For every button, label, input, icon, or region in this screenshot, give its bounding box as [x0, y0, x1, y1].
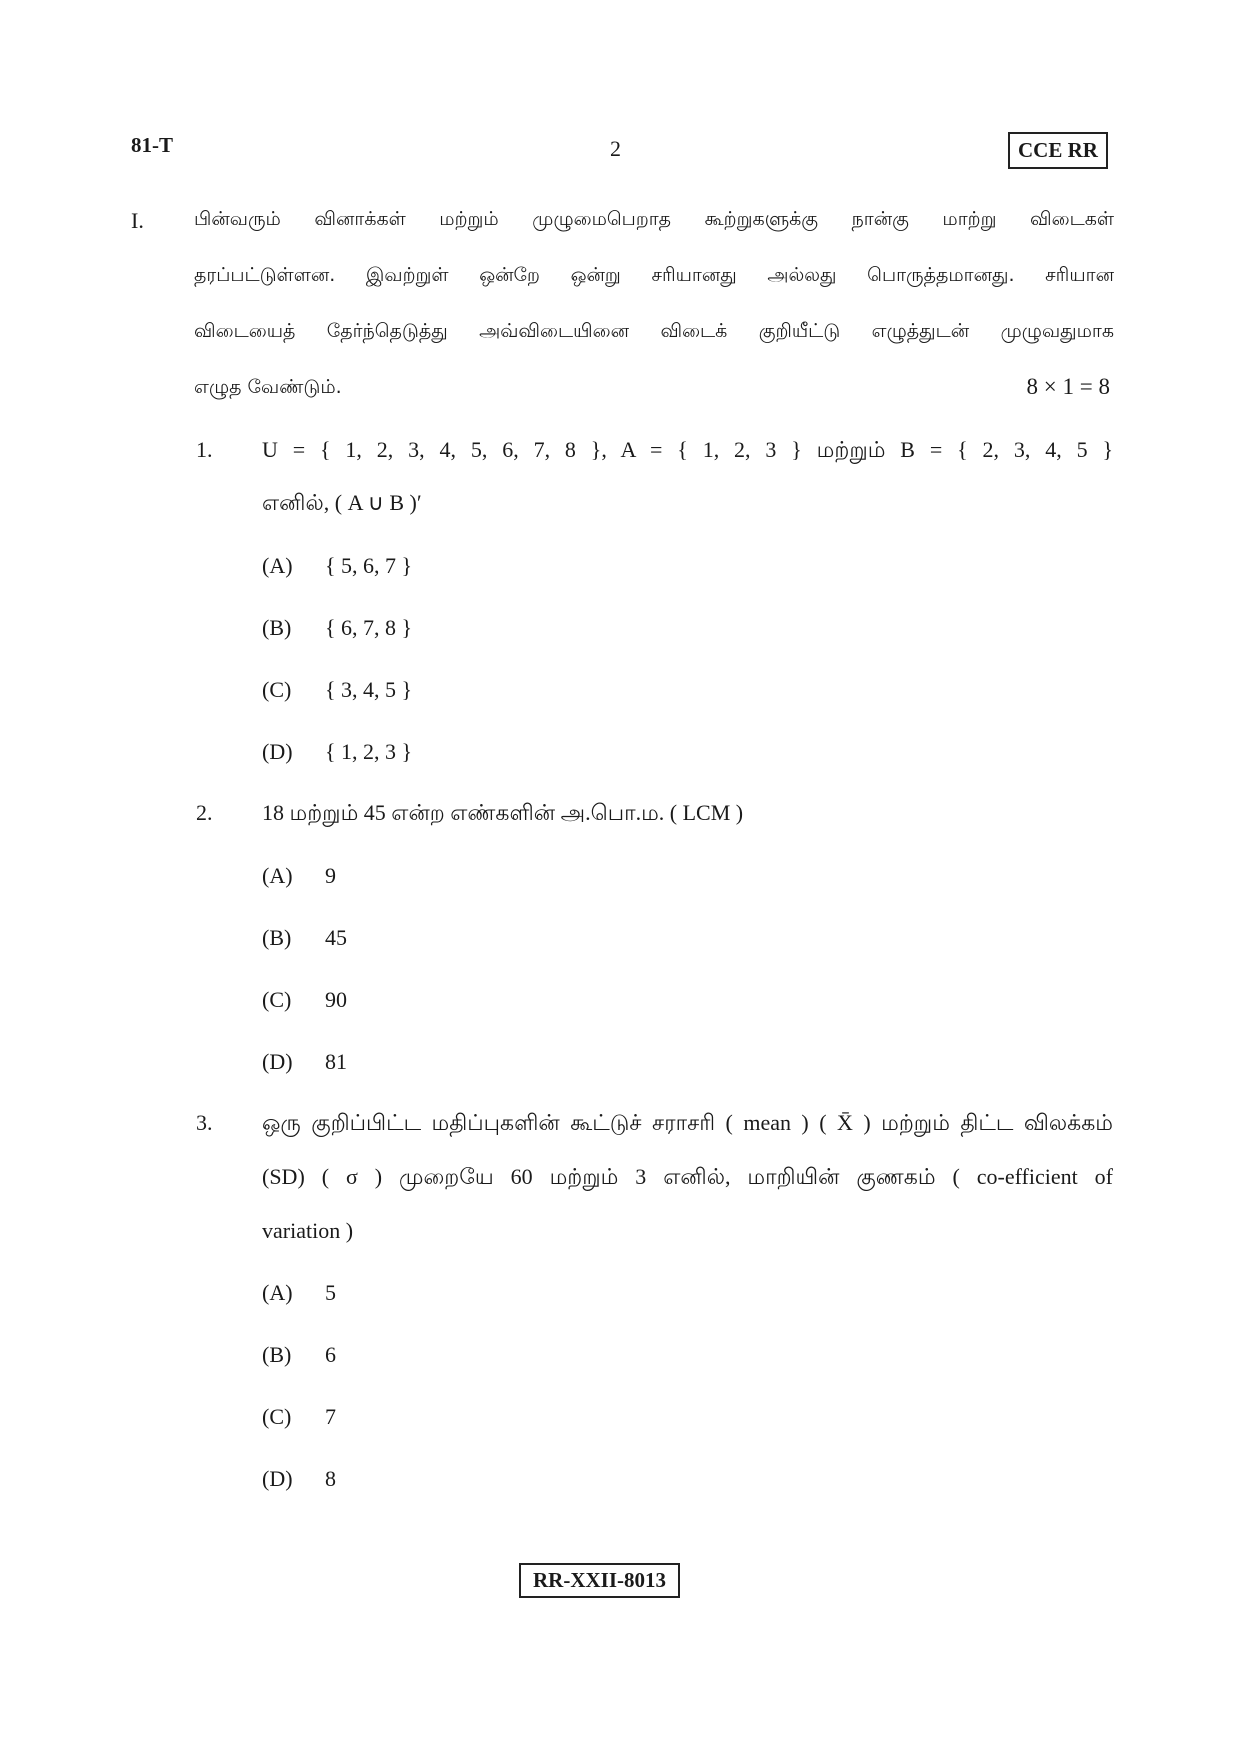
q1-option-d-value: { 1, 2, 3 }: [325, 739, 413, 764]
q2-option-d-value: 81: [325, 1049, 347, 1074]
series-box: CCE RR: [1008, 132, 1108, 169]
question-1-line-1: U = { 1, 2, 3, 4, 5, 6, 7, 8 }, A = { 1, 2, 3 } மற்றும் B = { 2, 3, 4, 5 }: [262, 437, 1113, 462]
marks-scheme: 8 × 1 = 8: [1026, 374, 1110, 399]
page-number: 2: [610, 136, 621, 161]
instruction-line-3: விடையைத் தேர்ந்தெடுத்து அவ்விடையினை விடைக் குறியீட்டு எழுத்துடன் முழுவதுமாக: [194, 320, 1114, 342]
paper-code: 81-T: [131, 133, 173, 157]
q2-option-b-value: 45: [325, 925, 347, 950]
q3-option-c-label: (C): [262, 1404, 292, 1429]
q3-option-a-value: 5: [325, 1280, 336, 1305]
question-3-number: 3.: [196, 1110, 213, 1135]
q2-option-d-label: (D): [262, 1049, 293, 1074]
q1-option-a-value: { 5, 6, 7 }: [325, 553, 413, 578]
question-3-line-3: variation ): [262, 1218, 354, 1243]
q1-option-b-label: (B): [262, 615, 292, 640]
question-1-line-2: எனில், ( A ∪ B )′: [262, 490, 422, 515]
question-2-number: 2.: [196, 800, 213, 825]
q2-option-c-value: 90: [325, 987, 347, 1012]
instruction-line-4: எழுத வேண்டும்.: [194, 376, 342, 398]
q1-option-b-value: { 6, 7, 8 }: [325, 615, 413, 640]
q3-option-b-label: (B): [262, 1342, 292, 1367]
q3-option-c-value: 7: [325, 1404, 336, 1429]
question-1-number: 1.: [196, 437, 213, 462]
question-3-line-2: (SD) ( σ ) முறையே 60 மற்றும் 3 எனில், மாறியின் குணகம் ( co-efficient of: [262, 1164, 1113, 1189]
q2-option-c-label: (C): [262, 987, 292, 1012]
instruction-line-1: பின்வரும் வினாக்கள் மற்றும் முழுமைபெறாத கூற்றுகளுக்கு நான்கு மாற்று விடைகள்: [194, 208, 1114, 230]
q2-option-a-value: 9: [325, 863, 336, 888]
q3-option-d-label: (D): [262, 1466, 293, 1491]
q2-option-b-label: (B): [262, 925, 292, 950]
section-number: I.: [131, 208, 144, 233]
q1-option-d-label: (D): [262, 739, 293, 764]
instruction-line-2: தரப்பட்டுள்ளன. இவற்றுள் ஒன்றே ஒன்று சரியானது அல்லது பொருத்தமானது. சரியான: [194, 264, 1114, 286]
question-3-line-1: ஒரு குறிப்பிட்ட மதிப்புகளின் கூட்டுச் சராசரி ( mean ) ( X̄ ) மற்றும் திட்ட விலக்கம்: [262, 1110, 1113, 1135]
q3-option-b-value: 6: [325, 1342, 336, 1367]
q2-option-a-label: (A): [262, 863, 293, 888]
question-2-line-1: 18 மற்றும் 45 என்ற எண்களின் அ.பொ.ம. ( LCM ): [262, 800, 744, 825]
q1-option-a-label: (A): [262, 553, 293, 578]
footer-code-box: RR-XXII-8013: [519, 1563, 680, 1598]
q1-option-c-value: { 3, 4, 5 }: [325, 677, 413, 702]
q1-option-c-label: (C): [262, 677, 292, 702]
q3-option-a-label: (A): [262, 1280, 293, 1305]
q3-option-d-value: 8: [325, 1466, 336, 1491]
